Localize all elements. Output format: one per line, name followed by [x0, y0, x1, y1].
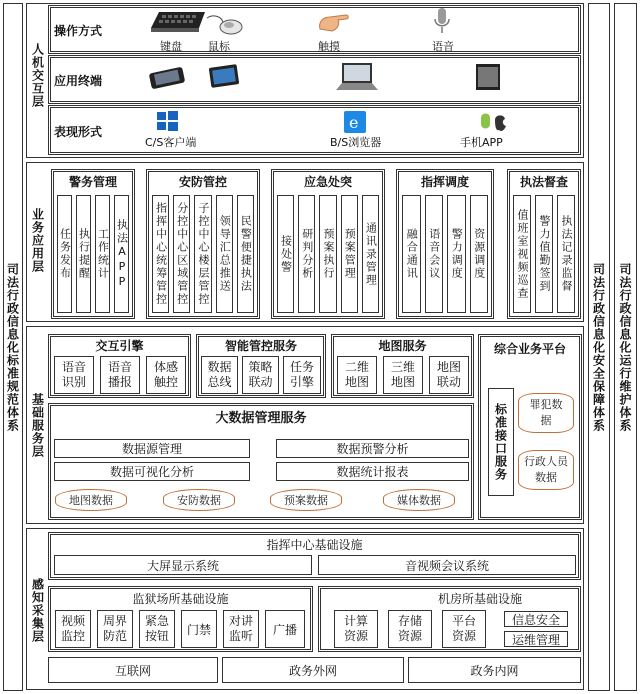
left-standards-column — [3, 3, 23, 691]
record-supervision-label: 执法记录监督 — [560, 215, 573, 293]
plan-management-box — [341, 195, 358, 313]
video-monitor-box — [55, 610, 91, 648]
terminal-row-label: 应用终端 — [54, 74, 103, 88]
law-supervision-title: 执法督查 — [519, 174, 568, 189]
duty-video-patrol-box — [513, 195, 531, 313]
smart-control-title: 智能管控服务 — [224, 338, 297, 353]
monitor-device-icon — [474, 62, 502, 92]
maintenance-title: 司法行政信息化运行维护体系 — [618, 262, 632, 432]
motion-touch-label: 体感触控 — [153, 360, 178, 389]
emergency-button-label: 紧急按钮 — [144, 614, 169, 643]
bs-browser-caption: B/S浏览器 — [330, 136, 382, 149]
plan-management-label: 预案管理 — [343, 228, 357, 280]
voice-conference-label: 语音会议 — [427, 228, 441, 280]
touch-caption: 触摸 — [318, 40, 340, 53]
map-linkage-box — [429, 356, 469, 394]
touch-hand-icon — [316, 7, 352, 35]
operation-row-label: 操作方式 — [54, 24, 103, 38]
converged-comms-label: 融合通讯 — [405, 228, 419, 280]
big-screen-box — [54, 555, 312, 575]
resource-dispatch-box — [470, 195, 489, 313]
access-control-box — [181, 610, 217, 648]
task-engine-box — [283, 356, 321, 394]
interaction-engine-title: 交互引擎 — [95, 338, 144, 353]
gov-intranet-box — [408, 657, 581, 683]
windows-icon — [156, 111, 178, 131]
task-engine-label: 任务引擎 — [289, 360, 314, 389]
interaction-layer-label: 人机交互层 — [30, 42, 45, 108]
access-control-label: 门禁 — [186, 622, 211, 637]
gov-extranet-label: 政务外网 — [288, 663, 337, 678]
police-enforcement-box — [237, 195, 254, 313]
business-layer-label: 业务应用层 — [30, 207, 45, 273]
speech-recognition-label: 语音识别 — [61, 360, 86, 389]
duty-signin-label: 警力值勤签到 — [538, 215, 551, 293]
data-stat-report-box — [276, 462, 469, 481]
data-bus-label: 数据总线 — [207, 360, 232, 389]
task-release-box — [57, 195, 72, 313]
video-monitor-label: 视频监控 — [60, 614, 85, 643]
data-source-mgmt-box — [54, 439, 250, 458]
policy-linkage-box — [242, 356, 279, 394]
command-center-control-box — [152, 195, 169, 313]
exec-reminder-box — [76, 195, 91, 313]
mouse-caption: 鼠标 — [208, 40, 230, 53]
cs-client-caption: C/S客户端 — [145, 136, 197, 149]
staff-data-store — [518, 450, 574, 490]
mobile-platform-icon — [478, 110, 508, 134]
map-3d-label: 三维地图 — [390, 360, 415, 389]
exec-reminder-label: 执行提醒 — [77, 228, 91, 280]
policy-linkage-label: 策略联动 — [248, 360, 273, 389]
map-2d-label: 二维地图 — [344, 360, 369, 389]
security-data-store — [163, 489, 235, 511]
gov-intranet-label: 政务内网 — [470, 663, 519, 678]
criminal-data-label: 罪犯数据 — [529, 398, 563, 427]
data-source-mgmt-label: 数据源管理 — [121, 442, 182, 456]
info-security-box — [504, 611, 568, 627]
sub-center-control-label: 分控中心区域管控 — [175, 202, 189, 306]
intercom-box — [223, 610, 259, 648]
leader-push-box — [216, 195, 233, 313]
command-center-title: 指挥中心基础设施 — [266, 537, 363, 552]
speech-broadcast-label: 语音播报 — [107, 360, 132, 389]
platform-resource-box — [442, 610, 486, 648]
plan-execution-label: 预案执行 — [321, 228, 335, 280]
police-affairs-title: 警务管理 — [68, 174, 117, 189]
intercom-label: 对讲监听 — [228, 614, 253, 643]
map-linkage-label: 地图联动 — [436, 360, 461, 389]
perception-layer-label: 感知采集层 — [30, 577, 45, 643]
perimeter-box — [97, 610, 133, 648]
presentation-row-label: 表现形式 — [54, 125, 103, 139]
map-service-title: 地图服务 — [378, 338, 427, 353]
mouse-icon — [203, 12, 243, 36]
compute-resource-label: 计算资源 — [343, 614, 368, 643]
keyboard-icon — [147, 8, 207, 34]
internet-box — [48, 657, 218, 683]
operation-row — [48, 5, 581, 54]
tablet-icon — [206, 62, 242, 90]
av-conference-label: 音视频会议系统 — [404, 558, 489, 573]
contacts-management-label: 通讯录管理 — [364, 221, 378, 287]
record-supervision-box — [557, 195, 575, 313]
security-control-title: 安防管控 — [178, 174, 227, 189]
compute-resource-box — [334, 610, 378, 648]
staff-data-label: 行政人员数据 — [524, 455, 568, 484]
emergency-response-title: 应急处突 — [303, 174, 352, 189]
law-app-label: 执法APP — [115, 218, 129, 290]
broadcast-box — [265, 610, 305, 648]
internet-label: 互联网 — [114, 663, 151, 678]
data-bus-box — [201, 356, 238, 394]
resource-dispatch-label: 资源调度 — [472, 228, 486, 280]
platform-resource-label: 平台资源 — [451, 614, 476, 643]
floor-center-control-box — [194, 195, 211, 313]
info-security-label: 信息安全 — [511, 612, 560, 627]
analysis-label: 研判分析 — [300, 228, 314, 280]
plan-execution-box — [319, 195, 336, 313]
perimeter-label: 周界防范 — [102, 614, 127, 643]
mobile-app-caption: 手机APP — [460, 136, 503, 149]
data-stat-report-label: 数据统计报表 — [336, 465, 409, 479]
av-conference-box — [318, 555, 576, 575]
broadcast-label: 广播 — [272, 622, 297, 637]
security-title: 司法行政信息化安全保障体系 — [591, 262, 606, 432]
map-2d-box — [337, 356, 377, 394]
media-data-store — [383, 489, 455, 511]
map-data-label: 地图数据 — [69, 494, 113, 507]
svg-text:e: e — [349, 113, 359, 132]
media-data-label: 媒体数据 — [397, 494, 441, 507]
left-standards-title: 司法行政信息化标准规范体系 — [5, 262, 20, 432]
converged-comms-box — [402, 195, 421, 313]
plan-data-store — [270, 489, 342, 511]
laptop-icon — [332, 60, 380, 94]
voice-conference-box — [425, 195, 444, 313]
standard-interface-box — [488, 388, 514, 496]
browser-icon — [344, 111, 366, 133]
leader-push-label: 领导汇总推送 — [218, 215, 232, 293]
data-visual-analysis-box — [54, 462, 250, 481]
analysis-box — [298, 195, 315, 313]
duty-signin-box — [535, 195, 553, 313]
storage-resource-label: 存储资源 — [397, 614, 422, 643]
motion-touch-box — [146, 356, 186, 394]
smartphone-icon — [148, 64, 188, 90]
work-stats-box — [95, 195, 110, 313]
prison-infra-title: 监狱场所基础设施 — [132, 591, 229, 606]
police-enforcement-label: 民警便捷执法 — [239, 215, 253, 293]
emergency-button-box — [139, 610, 175, 648]
police-dispatch-label: 警力调度 — [450, 228, 464, 280]
voice-caption: 语音 — [432, 40, 454, 53]
data-alert-analysis-label: 数据预警分析 — [336, 442, 409, 456]
right-security-column — [588, 3, 610, 691]
gov-extranet-box — [222, 657, 404, 683]
work-stats-label: 工作统计 — [96, 228, 110, 280]
contacts-management-box — [362, 195, 379, 313]
integrated-platform-title: 综合业务平台 — [493, 341, 566, 356]
keyboard-caption: 键盘 — [160, 40, 182, 53]
alarm-handling-label: 接处警 — [279, 234, 293, 274]
ops-management-label: 运维管理 — [511, 632, 560, 647]
police-dispatch-box — [447, 195, 466, 313]
big-screen-label: 大屏显示系统 — [146, 558, 219, 573]
command-dispatch-title: 指挥调度 — [420, 174, 469, 189]
security-data-label: 安防数据 — [177, 494, 221, 507]
plan-data-label: 预案数据 — [284, 494, 328, 507]
command-center-control-label: 指挥中心统筹管控 — [154, 202, 168, 306]
speech-broadcast-box — [100, 356, 140, 394]
ops-management-box — [504, 631, 568, 647]
sub-center-control-box — [173, 195, 190, 313]
machine-room-title: 机房所基础设施 — [437, 591, 522, 606]
speech-recognition-box — [54, 356, 94, 394]
map-3d-box — [383, 356, 423, 394]
law-app-box — [114, 195, 129, 313]
microphone-icon — [432, 6, 452, 36]
standard-interface-label: 标准接口服务 — [493, 403, 508, 481]
criminal-data-store — [518, 393, 574, 433]
map-data-store — [55, 489, 127, 511]
duty-video-patrol-label: 值班室视频巡查 — [516, 208, 529, 300]
foundation-layer-label: 基础服务层 — [30, 392, 45, 458]
storage-resource-box — [388, 610, 432, 648]
alarm-handling-box — [277, 195, 294, 313]
floor-center-control-label: 子控中心楼层管控 — [196, 202, 210, 306]
data-alert-analysis-box — [276, 439, 469, 458]
right-maintenance-column — [614, 3, 637, 691]
big-data-title: 大数据管理服务 — [215, 410, 307, 426]
data-visual-analysis-label: 数据可视化分析 — [109, 465, 194, 479]
task-release-label: 任务发布 — [58, 228, 72, 280]
